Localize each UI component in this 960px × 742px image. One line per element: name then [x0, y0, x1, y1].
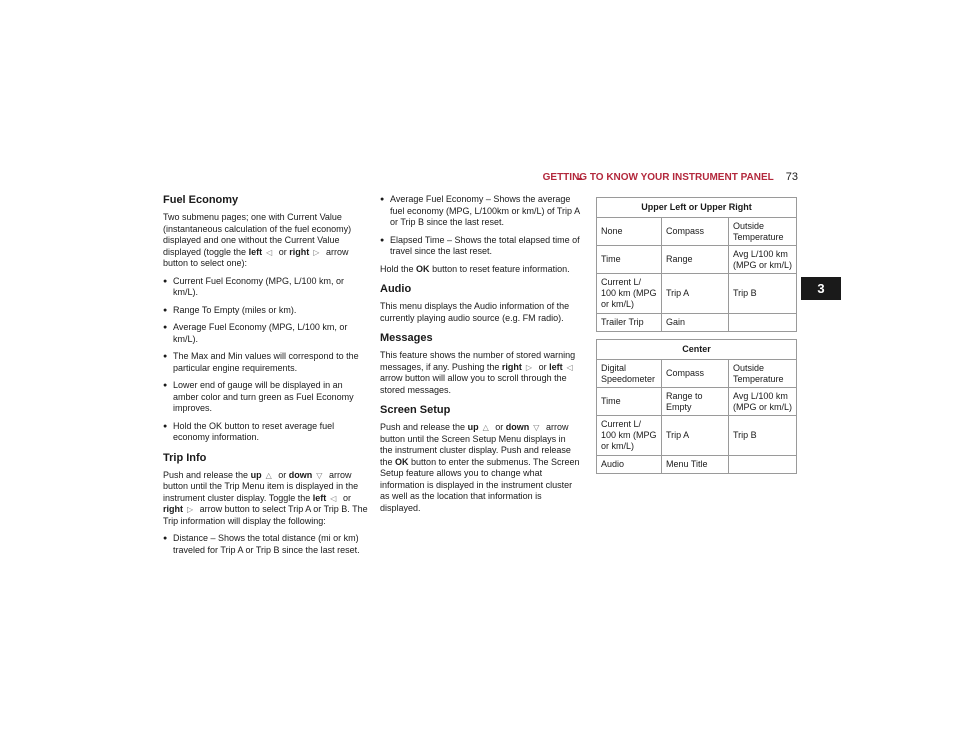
audio-heading: Audio	[380, 283, 412, 295]
page-number: 73	[785, 171, 798, 183]
left-keyword: left	[248, 246, 263, 257]
trip-info-heading: Trip Info	[163, 451, 207, 464]
hold-text-b: button to reset feature information.	[432, 263, 570, 274]
column-left	[163, 194, 370, 562]
chapter-tab: 3	[801, 277, 841, 300]
center-position-table	[596, 339, 797, 474]
list-item: ● Distance – Shows the total distance (mi or km) traveled for Trip A or Trip B since the last reset.	[163, 533, 370, 556]
or-text: or	[538, 361, 547, 372]
table-row	[597, 388, 797, 416]
table-row	[597, 314, 797, 332]
left-arrow-icon: ◁	[330, 493, 337, 503]
table-cell: Time	[597, 246, 662, 274]
fuel-economy-list	[163, 276, 370, 444]
left-arrow-icon: ◁	[266, 247, 273, 257]
up-arrow-icon: △	[265, 470, 272, 480]
table-cell: Gain	[662, 314, 729, 332]
messages-text-a: This feature shows the number of stored warning messages, if any. Pushing the	[380, 350, 576, 372]
ok-keyword: OK	[395, 456, 409, 467]
up-keyword: up	[250, 469, 262, 480]
table-cell: Current L/ 100 km (MPG or km/L)	[597, 274, 662, 314]
table-cell: Outside Temperature	[729, 218, 797, 246]
right-keyword: right	[501, 361, 522, 372]
or-text: or	[495, 422, 504, 432]
left-keyword: left	[549, 361, 563, 372]
up-arrow-icon: △	[482, 423, 489, 432]
table-cell	[729, 456, 797, 474]
list-item: ● The Max and Min values will correspond to the particular engine requirements.	[163, 351, 370, 374]
trip-info-list-b	[380, 194, 580, 258]
messages-text-b: arrow button will allow you to scroll through the stored messages.	[380, 373, 567, 395]
section-title: GETTING TO KNOW YOUR INSTRUMENT PANEL	[542, 172, 774, 183]
table-cell: Trip B	[729, 274, 797, 314]
table-cell	[729, 314, 797, 332]
trip-text-c: arrow button to select Trip A or Trip B. The Trip information will display the following:	[163, 504, 368, 526]
table-cell: Compass	[662, 218, 729, 246]
table-row	[597, 274, 797, 314]
fuel-economy-intro	[163, 212, 370, 270]
table-cell: None	[597, 218, 662, 246]
left-arrow-icon: ◁	[566, 362, 573, 372]
down-keyword: down	[288, 469, 313, 480]
table-cell: Trip B	[729, 416, 797, 456]
table-cell: Range	[662, 246, 729, 274]
screen-setup-heading: Screen Setup	[380, 404, 451, 416]
table-cell: Range to Empty	[662, 388, 729, 416]
table-cell: Avg L/100 km (MPG or km/L)	[729, 246, 797, 274]
table-row	[597, 416, 797, 456]
table-cell: Audio	[597, 456, 662, 474]
screen-setup-text	[380, 422, 580, 514]
down-arrow-icon: ▽	[533, 423, 540, 432]
list-item: ● Range To Empty (miles or km).	[163, 305, 370, 317]
right-arrow-icon: ▷	[313, 247, 320, 257]
trip-text-b: arrow button until the Trip Menu item is displayed in the instrument cluster display. Toggle the	[163, 469, 359, 503]
messages-text	[380, 350, 580, 396]
left-keyword: left	[312, 492, 327, 503]
or-text: or	[278, 469, 287, 480]
setup-text-b: arrow button until the Screen Setup Menu displays in the instrument cluster display. Push and release the	[380, 422, 571, 467]
trip-reset-text	[380, 264, 580, 276]
column-middle	[380, 194, 580, 520]
right-keyword: right	[163, 504, 183, 514]
right-arrow-icon: ▷	[525, 362, 533, 372]
up-keyword: up	[467, 422, 479, 432]
list-item: ● Average Fuel Economy (MPG, L/100 km, or km/L).	[163, 322, 370, 345]
setup-text-c: button to enter the submenus. The Screen Setup feature allows you to change what information is displayed in the instrument cluster as well as the location that information is displayed.	[380, 456, 580, 513]
table-cell: Time	[597, 388, 662, 416]
trip-info-text	[163, 470, 370, 528]
table-cell: Current L/ 100 km (MPG or km/L)	[597, 416, 662, 456]
table-cell: Trip A	[662, 274, 729, 314]
table-row	[597, 218, 797, 246]
table-cell: Menu Title	[662, 456, 729, 474]
fuel-economy-heading: Fuel Economy	[163, 194, 239, 206]
messages-heading: Messages	[380, 332, 433, 344]
table-row	[597, 456, 797, 474]
fuel-intro-text-b: arrow button to select one):	[163, 246, 349, 268]
list-item: ● Lower end of gauge will be displayed in an amber color and turn green as Fuel Economy improves.	[163, 380, 370, 415]
trip-text-a: Push and release the	[163, 469, 249, 480]
table-title: Upper Left or Upper Right	[597, 198, 797, 218]
table-cell: Trip A	[662, 416, 729, 456]
table-row	[597, 360, 797, 388]
upper-position-table	[596, 197, 797, 332]
table-cell: Digital Speedometer	[597, 360, 662, 388]
fuel-intro-text-a: Two submenu pages; one with Current Value (instantaneous calculation of the fuel economy) displayed and one without the Current Value displayed (toggle the	[163, 212, 352, 257]
page-header	[542, 171, 798, 183]
down-arrow-icon: ▽	[316, 470, 323, 480]
audio-text: This menu displays the Audio information of the currently playing audio source (e.g. FM radio).	[380, 301, 570, 323]
list-item: ● Elapsed Time – Shows the total elapsed time of travel since the last reset.	[380, 235, 580, 258]
table-cell: Trailer Trip	[597, 314, 662, 332]
table-cell: Compass	[662, 360, 729, 388]
list-item: ● Hold the OK button to reset average fuel economy information.	[163, 421, 370, 444]
list-item: ● Current Fuel Economy (MPG, L/100 km, or km/L).	[163, 276, 370, 299]
right-keyword: right	[289, 246, 310, 257]
or-text: or	[342, 492, 351, 503]
table-title: Center	[597, 340, 797, 360]
trip-info-list-a	[163, 533, 370, 556]
setup-text-a: Push and release the	[380, 422, 466, 432]
down-keyword: down	[505, 422, 530, 432]
or-text: or	[278, 246, 287, 257]
hold-text-a: Hold the	[380, 263, 414, 274]
table-cell: Outside Temperature	[729, 360, 797, 388]
list-item: ● Average Fuel Economy – Shows the average fuel economy (MPG, L/100km or km/L) of Trip A or Trip B since the last reset.	[380, 194, 580, 229]
table-cell: Avg L/100 km (MPG or km/L)	[729, 388, 797, 416]
table-row	[597, 246, 797, 274]
ok-keyword: OK	[416, 263, 430, 274]
right-arrow-icon: ▷	[187, 505, 194, 514]
